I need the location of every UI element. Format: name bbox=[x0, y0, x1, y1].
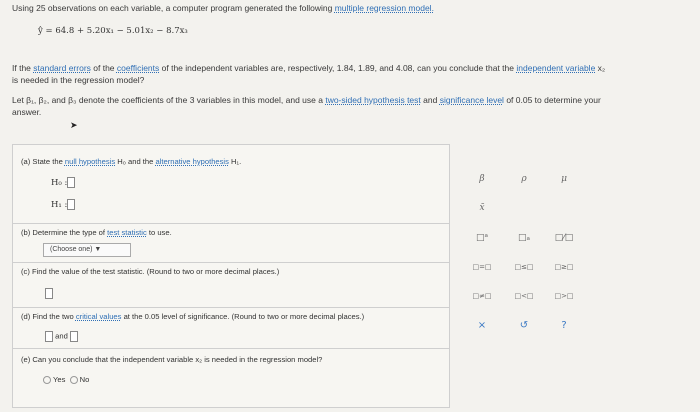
problem-intro-line4 bbox=[12, 95, 601, 105]
clear-icon[interactable]: × bbox=[477, 320, 487, 331]
problem-intro-line3: is needed in the regression model? bbox=[12, 75, 145, 85]
beta-button[interactable]: β bbox=[479, 174, 485, 184]
h0-row bbox=[51, 177, 75, 188]
help-icon[interactable]: ? bbox=[561, 320, 567, 331]
intro-text: x₂ bbox=[595, 63, 606, 73]
significance-level-link[interactable]: significance level bbox=[439, 95, 504, 105]
greater-than-button[interactable]: □>□ bbox=[554, 292, 574, 300]
part-d-question bbox=[21, 312, 364, 321]
part-c-question: (c) Find the value of the test statistic. (Round to two or more decimal places.) bbox=[21, 267, 280, 276]
less-than-button[interactable]: □<□ bbox=[514, 292, 534, 300]
mouse-cursor-icon: ➤ bbox=[70, 120, 78, 130]
less-equal-button[interactable]: □≤□ bbox=[514, 263, 534, 271]
part-a-text: H₀ and the bbox=[115, 157, 156, 166]
part-b-text: to use. bbox=[146, 228, 172, 237]
part-d-text: (d) Find the two bbox=[21, 312, 76, 321]
alternative-hypothesis-link[interactable]: alternative hypothesis bbox=[155, 157, 229, 166]
yes-no-options bbox=[43, 375, 89, 384]
intro-text: of 0.05 to determine your bbox=[503, 95, 601, 105]
intro-text: and bbox=[420, 95, 440, 105]
critical-values-row bbox=[45, 331, 78, 342]
answer-panel bbox=[12, 144, 450, 408]
part-b-text: (b) Determine the type of bbox=[21, 228, 108, 237]
yes-label: Yes bbox=[53, 375, 66, 384]
mu-button[interactable]: μ bbox=[561, 174, 567, 184]
divider bbox=[13, 223, 449, 224]
part-b-question bbox=[21, 228, 172, 237]
part-a-text: H₁. bbox=[228, 157, 242, 166]
test-statistic-select[interactable]: (Choose one) ▼ bbox=[43, 243, 131, 257]
two-sided-test-link[interactable]: two-sided hypothesis test bbox=[325, 95, 421, 105]
independent-variable-link[interactable]: independent variable bbox=[516, 63, 596, 73]
greater-equal-button[interactable]: □≥□ bbox=[554, 263, 574, 271]
intro-text: Let β₁, β₂, and β₃ denote the coefficients of the 3 variables in this model, and use a bbox=[12, 95, 326, 105]
null-hypothesis-link[interactable]: null hypothesis bbox=[64, 157, 116, 166]
superscript-button[interactable]: □ᵃ bbox=[475, 233, 489, 243]
critical-value-1-input[interactable] bbox=[45, 331, 53, 342]
x-bar-button[interactable]: x̄ bbox=[479, 203, 485, 213]
problem-intro-line5: answer. bbox=[12, 107, 42, 117]
test-statistic-row bbox=[45, 285, 53, 303]
part-d-text: at the 0.05 level of significance. (Round to two or more decimal places.) bbox=[121, 312, 365, 321]
multiple-regression-link[interactable]: multiple regression model. bbox=[334, 3, 434, 13]
intro-text: If the bbox=[12, 63, 34, 73]
h0-input[interactable] bbox=[67, 177, 75, 188]
intro-text: of the independent variables are, respectively, 1.84, 1.89, and 4.08, can you conclude that the bbox=[159, 63, 517, 73]
test-statistic-link[interactable]: test statistic bbox=[107, 228, 147, 237]
h1-input[interactable] bbox=[67, 199, 75, 210]
standard-errors-link[interactable]: standard errors bbox=[33, 63, 91, 73]
intro-text: Using 25 observations on each variable, a computer program generated the following bbox=[12, 3, 335, 13]
part-a-question bbox=[21, 157, 241, 166]
problem-intro-line1 bbox=[12, 3, 434, 13]
divider bbox=[13, 262, 449, 263]
divider bbox=[13, 307, 449, 308]
h1-row bbox=[51, 199, 75, 210]
rho-button[interactable]: ρ bbox=[521, 174, 527, 184]
critical-values-link[interactable]: critical values bbox=[75, 312, 122, 321]
coefficients-link[interactable]: coefficients bbox=[116, 63, 160, 73]
equals-button[interactable]: □=□ bbox=[472, 263, 492, 271]
critical-value-2-input[interactable] bbox=[70, 331, 78, 342]
not-equal-button[interactable]: □≠□ bbox=[472, 292, 492, 300]
part-e-question: (e) Can you conclude that the independent variable x₂ is needed in the regression model? bbox=[21, 355, 323, 364]
h1-label: H₁ : bbox=[51, 200, 68, 210]
subscript-button[interactable]: □ₐ bbox=[517, 233, 531, 243]
part-a-text: (a) State the bbox=[21, 157, 65, 166]
fraction-button[interactable]: □⁄□ bbox=[554, 233, 574, 243]
and-label: and bbox=[55, 331, 68, 341]
regression-equation: ŷ = 64.8 + 5.20x₁ − 5.01x₂ − 8.7x₃ bbox=[38, 26, 188, 36]
symbol-palette bbox=[466, 150, 584, 412]
test-statistic-input[interactable] bbox=[45, 288, 53, 299]
h0-label: H₀ : bbox=[51, 178, 68, 188]
no-label: No bbox=[79, 375, 90, 384]
yes-radio[interactable] bbox=[43, 376, 51, 384]
problem-intro-line2 bbox=[12, 63, 605, 73]
intro-text: of the bbox=[90, 63, 117, 73]
no-radio[interactable] bbox=[70, 376, 78, 384]
divider bbox=[13, 348, 449, 349]
undo-icon[interactable]: ↺ bbox=[519, 320, 529, 331]
